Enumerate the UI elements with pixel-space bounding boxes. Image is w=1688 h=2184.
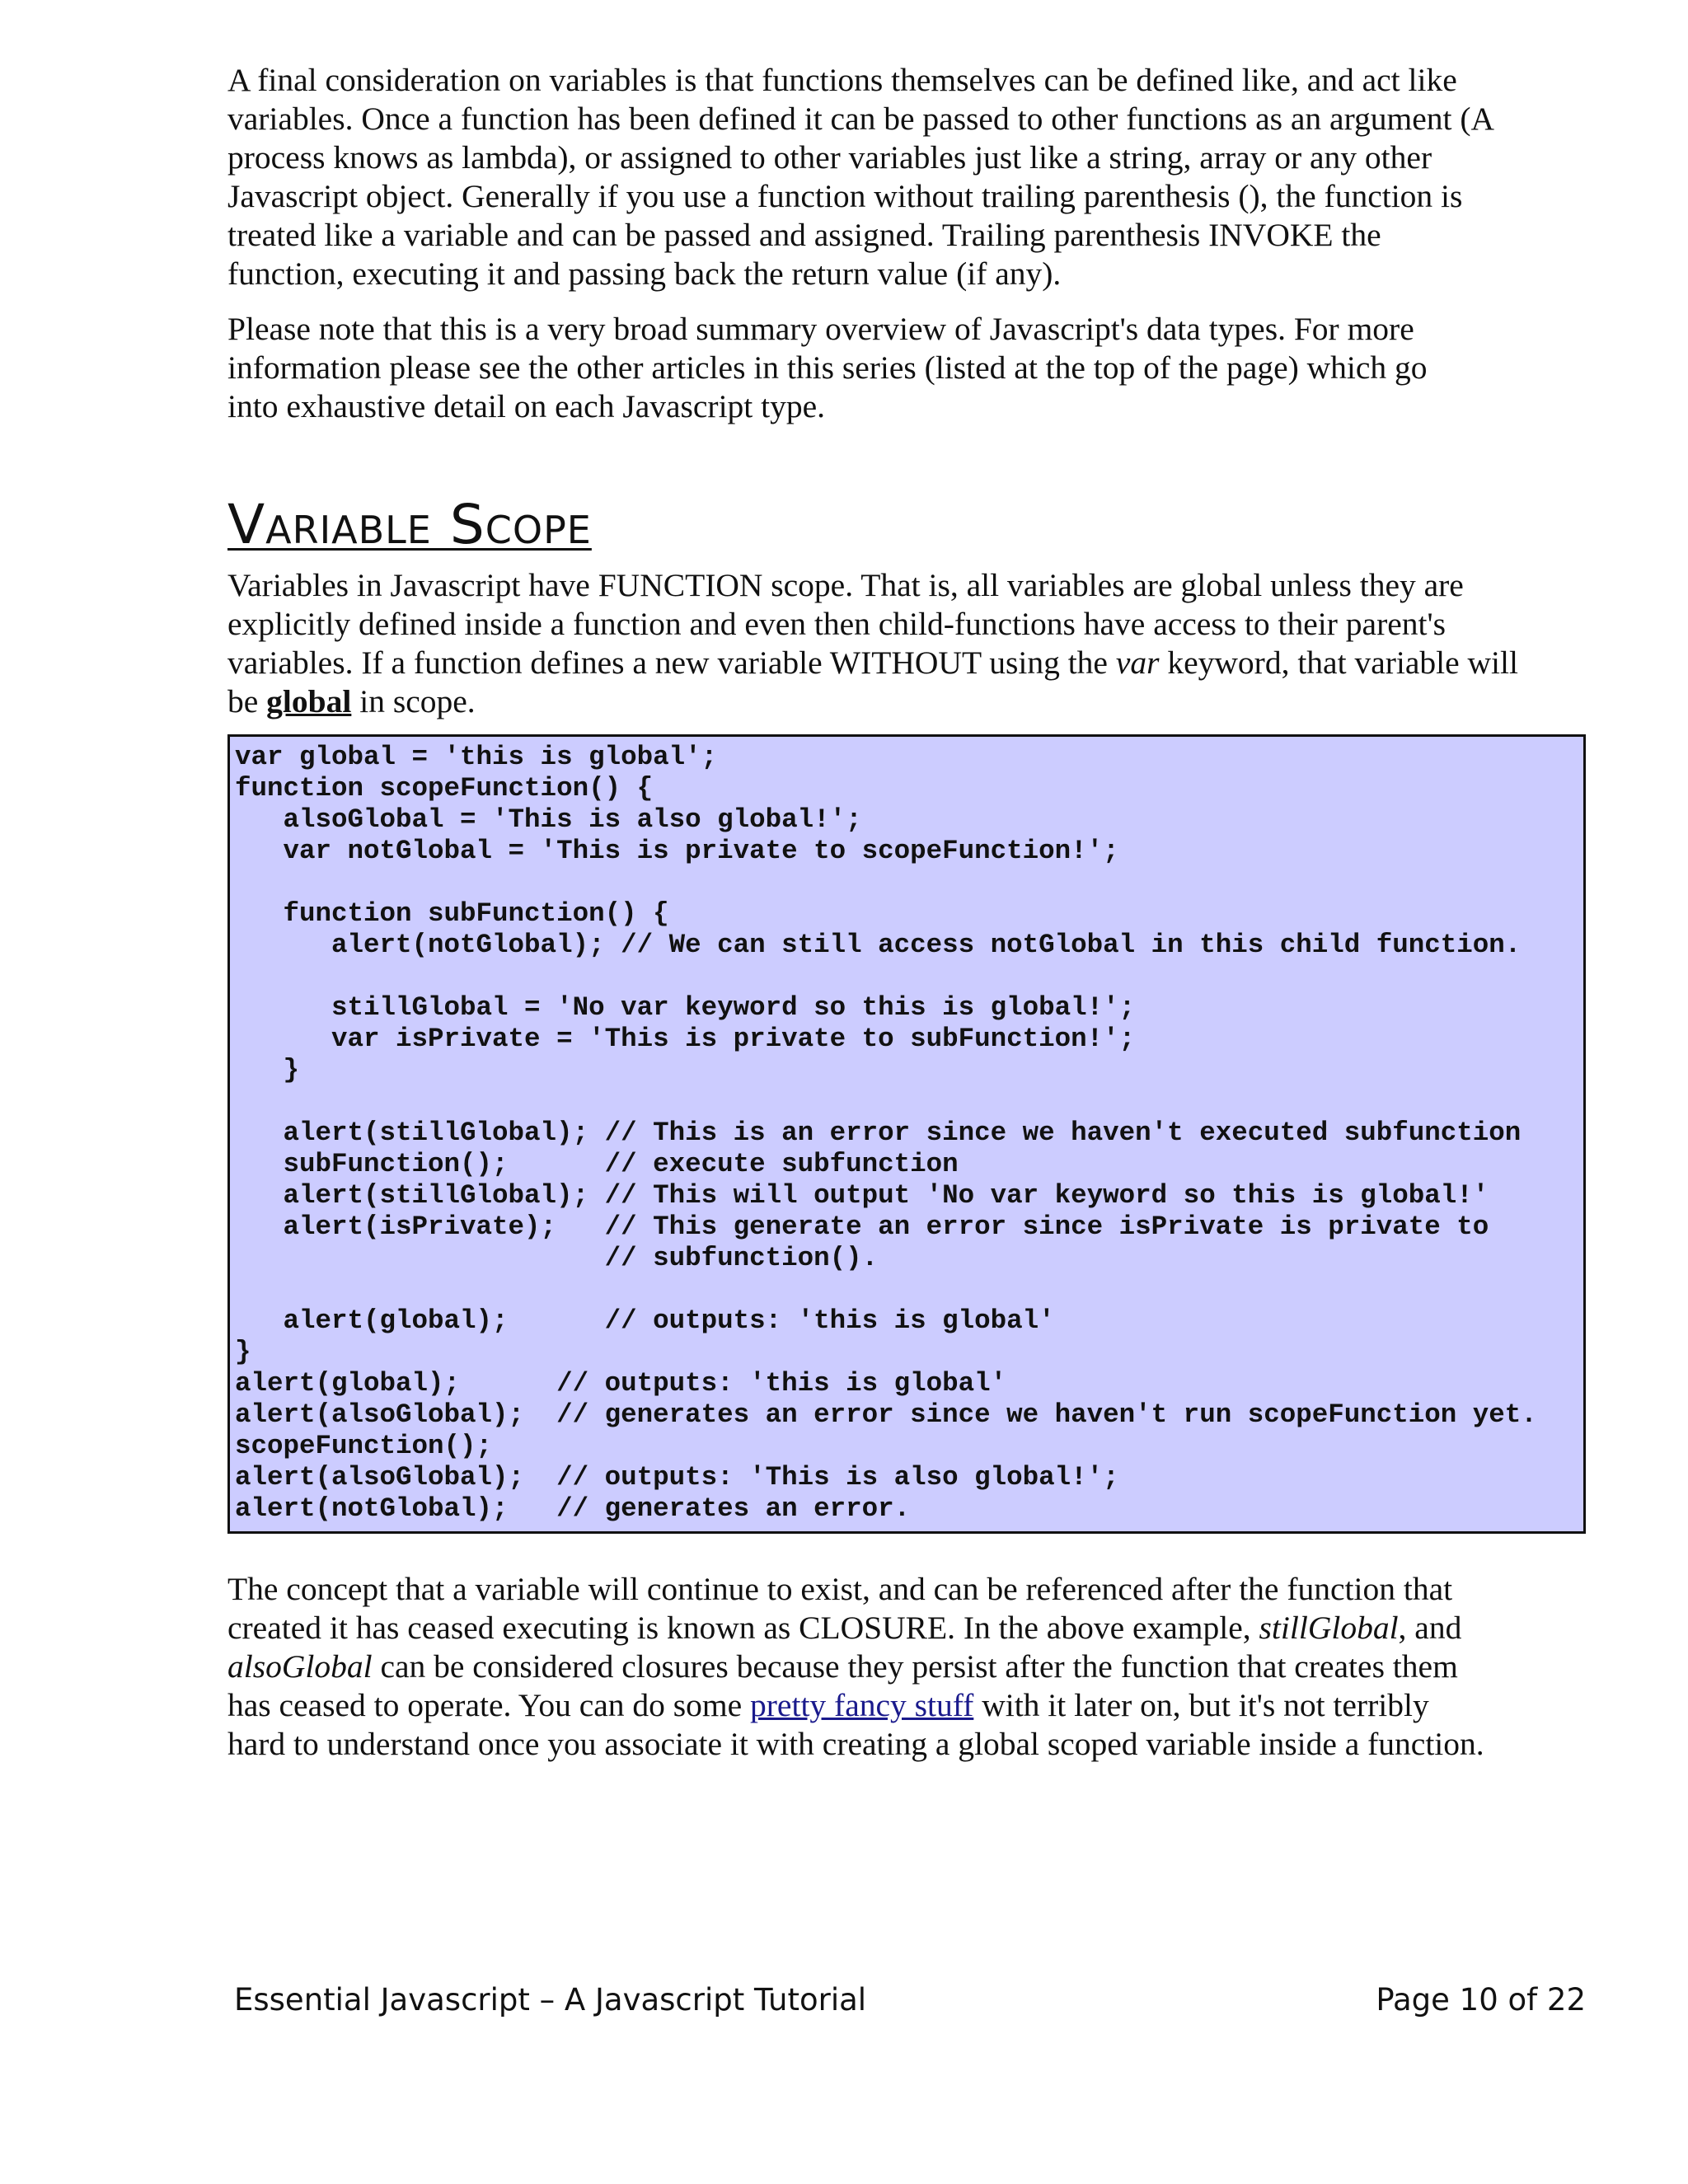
closure-text-1: The concept that a variable will continue to exist, and can be referenced after the function that created it has ceased executing is known as CLOSURE. In the above example,	[227, 1571, 1453, 1646]
closure-text-3: can be considered closures because they persist after the function that creates them has ceased to operate. You can do some	[227, 1648, 1458, 1723]
var-keyword: var	[1115, 644, 1160, 681]
pretty-fancy-stuff-link[interactable]: pretty fancy stuff	[750, 1687, 974, 1723]
intro-paragraph-summary: Please note that this is a very broad summary overview of Javascript's data types. For more information please see the other articles in this series (listed at the top of the page) which go into exhaustive detail on each Javascript type.	[227, 311, 1428, 424]
intro-paragraph-functions: A final consideration on variables is that functions themselves can be defined like, and act like variables. Once a function has been defined it can be passed to other functions as an argument (A process knows as lambda), or assigned to other variables just like a string, array or any other Javascript object. Generally if you use a function without trailing parenthesis (), the function is treated like a variable and can be passed and assigned. Trailing parenthesis INVOKE the function, executing it and passing back the return value (if any).	[227, 62, 1495, 292]
closure-text-4: with it later on, but it's not terribly hard to understand once you associate it with creating a global scoped variable inside a function.	[227, 1687, 1484, 1762]
scope-text-1: Variables in Javascript have FUNCTION scope. That is, all variables are global unless they are explicitly defined inside a function and even then child-functions have access to their parent's variables. If a function defines a new variable WITHOUT using the	[227, 567, 1464, 681]
scope-paragraph	[227, 566, 1596, 721]
footer-page-number: Page 10 of 22	[1376, 1982, 1586, 2018]
section-heading-variable-scope: Variable Scope	[227, 493, 592, 556]
code-example-box	[227, 734, 1586, 1534]
still-global-term: stillGlobal	[1259, 1610, 1399, 1646]
closure-paragraph	[227, 1570, 1596, 1764]
closure-text-2: , and	[1398, 1610, 1462, 1646]
also-global-term: alsoGlobal	[227, 1648, 373, 1685]
scope-text-3: in scope.	[351, 683, 476, 719]
scope-text-2: keyword, that variable will be	[227, 644, 1518, 719]
footer-title: Essential Javascript – A Javascript Tutorial	[234, 1982, 867, 2018]
document-page	[227, 61, 1596, 1780]
global-emphasis: global	[266, 683, 352, 719]
code-example: var global = 'this is global'; function scopeFunction() { alsoGlobal = 'This is also global!'; var notGlobal = 'This is private to scopeFunction!'; function subFunction() { alert(notGlobal); // We can still access notGlobal in this child function. stillGlobal = 'No var keyword so this is global!'; var isPrivate = 'This is private to subFunction!'; } alert(stillGlobal); // This is an error since we haven't executed subfunction subFunction(); // execute subfunction alert(stillGlobal); // This will output 'No var keyword so this is global!' alert(isPrivate); // This generate an error since isPrivate is private to // subfunction(). alert(global); // outputs: 'this is global' } alert(global); // outputs: 'this is global' alert(alsoGlobal); // generates an error since we haven't run scopeFunction yet. scopeFunction(); alert(alsoGlobal); // outputs: 'This is also global!'; alert(notGlobal); // generates an error.	[235, 742, 1537, 1524]
